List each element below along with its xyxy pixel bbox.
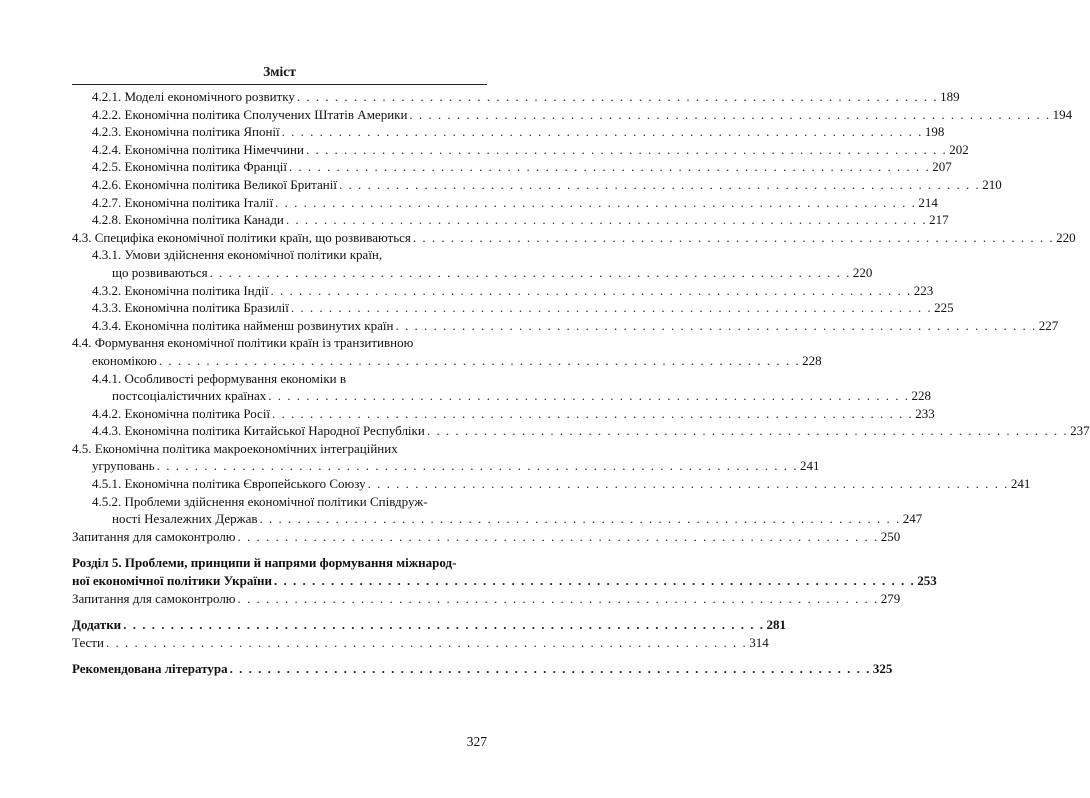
table-of-contents bbox=[72, 88, 1090, 678]
toc-entry-page: 202 bbox=[949, 141, 969, 157]
toc-entry-page: 241 bbox=[1010, 476, 1031, 492]
toc-entry-title: Додатки bbox=[72, 617, 122, 633]
toc-entry-title: 4.2.4. Економічна політика Німеччини bbox=[92, 141, 304, 157]
toc-entry-page: 194 bbox=[1052, 106, 1073, 122]
toc-entry-title: 4.3.3. Економічна політика Бразилії bbox=[92, 300, 289, 316]
toc-entry bbox=[72, 229, 1076, 247]
toc-entry-title: Рекомендована література bbox=[72, 661, 228, 677]
toc-entry-title: 4.2.8. Економічна політика Канади bbox=[92, 212, 284, 228]
toc-entry-page: 207 bbox=[932, 159, 952, 175]
toc-entry-title: що розвиваються bbox=[112, 264, 208, 280]
toc-entry-title: 4.2.6. Економічна політика Великої Британії bbox=[92, 176, 337, 192]
toc-entry bbox=[72, 422, 1090, 440]
toc-entry bbox=[72, 317, 1059, 335]
toc-entry bbox=[72, 176, 1002, 194]
toc-entry bbox=[72, 88, 960, 106]
toc-entry-page: 220 bbox=[1056, 229, 1076, 245]
dot-leader: . . . . . . . . . . . . . . . . . . . . . . . . . . . . . . . . . . . . . . . . . . . . . . . . . . . . . . . . . . . . . . . . . . . . bbox=[275, 194, 917, 210]
toc-entry-page: 223 bbox=[913, 282, 934, 298]
toc-entry-line: 4.5.2. Проблеми здійснення економічної політики Співдруж- bbox=[92, 493, 428, 509]
toc-entry bbox=[72, 387, 931, 405]
toc-entry-line: 4.5. Економічна політика макроекономічних інтеграційних bbox=[72, 440, 398, 456]
toc-entry-page: 241 bbox=[800, 458, 820, 474]
toc-entry bbox=[72, 528, 901, 546]
dot-leader: . . . . . . . . . . . . . . . . . . . . . . . . . . . . . . . . . . . . . . . . . . . . . . . . . . . . . . . . . . . . . . . . . . . . bbox=[296, 89, 939, 104]
toc-entry-page: 314 bbox=[749, 634, 769, 650]
toc-entry-page: 189 bbox=[940, 89, 960, 104]
section-gap bbox=[72, 607, 487, 616]
toc-entry-page: 225 bbox=[934, 300, 954, 316]
toc-entry bbox=[72, 510, 923, 528]
dot-leader: . . . . . . . . . . . . . . . . . . . . . . . . . . . . . . . . . . . . . . . . . . . . . . . . . . . . . . . . . . . . . . . . . . . . bbox=[268, 388, 910, 404]
toc-entry-title: ності Незалежних Держав bbox=[112, 511, 258, 527]
toc-entry bbox=[72, 457, 820, 475]
toc-entry-page: 228 bbox=[911, 388, 931, 404]
toc-entry-title: 4.2.3. Економічна політика Японії bbox=[92, 124, 280, 140]
toc-entry bbox=[72, 352, 822, 370]
toc-entry-title: постсоціалістичних країнах bbox=[112, 388, 267, 404]
toc-entry bbox=[72, 282, 934, 300]
toc-entry-title: 4.2.5. Економічна політика Франції bbox=[92, 159, 287, 175]
toc-entry-page: 227 bbox=[1038, 317, 1059, 333]
page-number: 327 bbox=[466, 734, 487, 749]
dot-leader: . . . . . . . . . . . . . . . . . . . . . . . . . . . . . . . . . . . . . . . . . . . . . . . . . . . . . . . . . . . . . . . . . . . . bbox=[273, 573, 916, 589]
dot-leader: . . . . . . . . . . . . . . . . . . . . . . . . . . . . . . . . . . . . . . . . . . . . . . . . . . . . . . . . . . . . . . . . . . . . bbox=[426, 423, 1069, 439]
dot-leader: . . . . . . . . . . . . . . . . . . . . . . . . . . . . . . . . . . . . . . . . . . . . . . . . . . . . . . . . . . . . . . . . . . . . bbox=[289, 159, 931, 175]
toc-entry-title: Запитання для самоконтролю bbox=[72, 528, 236, 544]
toc-entry-page: 214 bbox=[918, 194, 938, 210]
section-gap bbox=[72, 545, 487, 554]
toc-entry-page: 250 bbox=[880, 528, 901, 544]
toc-entry bbox=[72, 405, 935, 423]
dot-leader: . . . . . . . . . . . . . . . . . . . . . . . . . . . . . . . . . . . . . . . . . . . . . . . . . . . . . . . . . . . . . . . . . . . . bbox=[209, 264, 851, 280]
toc-entry-line: Розділ 5. Проблеми, принципи й напрями формування міжнарод- bbox=[72, 555, 457, 571]
toc-entry bbox=[72, 264, 873, 282]
toc-entry-line: 4.4.1. Особливості реформування економіки в bbox=[92, 370, 346, 386]
toc-entry bbox=[72, 634, 769, 652]
toc-entry-title: 4.3.2. Економічна політика Індії bbox=[92, 282, 269, 298]
dot-leader: . . . . . . . . . . . . . . . . . . . . . . . . . . . . . . . . . . . . . . . . . . . . . . . . . . . . . . . . . . . . . . . . . . . . bbox=[412, 229, 1055, 245]
toc-entry-line: 4.4. Формування економічної політики країн із транзитивною bbox=[72, 335, 414, 351]
dot-leader: . . . . . . . . . . . . . . . . . . . . . . . . . . . . . . . . . . . . . . . . . . . . . . . . . . . . . . . . . . . . . . . . . . . . bbox=[281, 124, 923, 140]
toc-entry-title: 4.2.1. Моделі економічного розвитку bbox=[92, 89, 295, 104]
dot-leader: . . . . . . . . . . . . . . . . . . . . . . . . . . . . . . . . . . . . . . . . . . . . . . . . . . . . . . . . . . . . . . . . . . . . bbox=[367, 476, 1009, 492]
toc-entry bbox=[72, 123, 945, 141]
toc-entry bbox=[72, 572, 937, 590]
toc-entry-title: Запитання для самоконтролю bbox=[72, 590, 236, 606]
toc-entry-title: 4.3.4. Економічна політика найменш розвинутих країн bbox=[92, 317, 394, 333]
toc-entry-title: угруповань bbox=[92, 458, 155, 474]
toc-entry-page: 237 bbox=[1070, 423, 1090, 439]
toc-entry-title: 4.2.2. Економічна політика Сполучених Штатів Америки bbox=[92, 106, 408, 122]
toc-entry-page: 220 bbox=[852, 264, 873, 280]
dot-leader: . . . . . . . . . . . . . . . . . . . . . . . . . . . . . . . . . . . . . . . . . . . . . . . . . . . . . . . . . . . . . . . . . . . . bbox=[290, 300, 933, 316]
dot-leader: . . . . . . . . . . . . . . . . . . . . . . . . . . . . . . . . . . . . . . . . . . . . . . . . . . . . . . . . . . . . . . . . . . . . bbox=[105, 634, 748, 650]
dot-leader: . . . . . . . . . . . . . . . . . . . . . . . . . . . . . . . . . . . . . . . . . . . . . . . . . . . . . . . . . . . . . . . . . . . . bbox=[259, 511, 901, 527]
toc-entry bbox=[72, 590, 901, 608]
dot-leader: . . . . . . . . . . . . . . . . . . . . . . . . . . . . . . . . . . . . . . . . . . . . . . . . . . . . . . . . . . . . . . . . . . . . bbox=[338, 176, 981, 192]
dot-leader: . . . . . . . . . . . . . . . . . . . . . . . . . . . . . . . . . . . . . . . . . . . . . . . . . . . . . . . . . . . . . . . . . . . . bbox=[305, 141, 948, 157]
dot-leader: . . . . . . . . . . . . . . . . . . . . . . . . . . . . . . . . . . . . . . . . . . . . . . . . . . . . . . . . . . . . . . . . . . . . bbox=[272, 405, 914, 421]
toc-entry-page: 217 bbox=[929, 212, 949, 228]
dot-leader: . . . . . . . . . . . . . . . . . . . . . . . . . . . . . . . . . . . . . . . . . . . . . . . . . . . . . . . . . . . . . . . . . . . . bbox=[270, 282, 912, 298]
dot-leader: . . . . . . . . . . . . . . . . . . . . . . . . . . . . . . . . . . . . . . . . . . . . . . . . . . . . . . . . . . . . . . . . . . . . bbox=[395, 317, 1037, 333]
page-header-title: Зміст bbox=[263, 64, 296, 79]
toc-entry-title: ної економічної політики України bbox=[72, 573, 272, 589]
toc-entry-line: 4.3.1. Умови здійснення економічної політики країн, bbox=[92, 247, 383, 263]
toc-entry-title: 4.3. Специфіка економічної політики країн, що розвиваються bbox=[72, 229, 411, 245]
toc-entry-title: 4.4.3. Економічна політика Китайської Народної Республіки bbox=[92, 423, 425, 439]
dot-leader: . . . . . . . . . . . . . . . . . . . . . . . . . . . . . . . . . . . . . . . . . . . . . . . . . . . . . . . . . . . . . . . . . . . . bbox=[123, 617, 765, 633]
toc-entry-page: 198 bbox=[924, 124, 945, 140]
dot-leader: . . . . . . . . . . . . . . . . . . . . . . . . . . . . . . . . . . . . . . . . . . . . . . . . . . . . . . . . . . . . . . . . . . . . bbox=[285, 212, 928, 228]
section-gap bbox=[72, 651, 487, 660]
dot-leader: . . . . . . . . . . . . . . . . . . . . . . . . . . . . . . . . . . . . . . . . . . . . . . . . . . . . . . . . . . . . . . . . . . . . bbox=[409, 106, 1051, 122]
toc-entry-page: 253 bbox=[917, 573, 937, 589]
toc-entry bbox=[72, 299, 954, 317]
toc-entry bbox=[72, 616, 786, 634]
toc-entry-title: економікою bbox=[92, 352, 157, 368]
dot-leader: . . . . . . . . . . . . . . . . . . . . . . . . . . . . . . . . . . . . . . . . . . . . . . . . . . . . . . . . . . . . . . . . . . . . bbox=[237, 590, 879, 606]
toc-entry-page: 247 bbox=[902, 511, 923, 527]
toc-entry-title: Тести bbox=[72, 634, 104, 650]
toc-entry bbox=[72, 660, 893, 678]
toc-entry bbox=[72, 141, 969, 159]
toc-entry-title: 4.4.2. Економічна політика Росії bbox=[92, 405, 271, 421]
dot-leader: . . . . . . . . . . . . . . . . . . . . . . . . . . . . . . . . . . . . . . . . . . . . . . . . . . . . . . . . . . . . . . . . . . . . bbox=[156, 458, 798, 474]
toc-entry-title: 4.2.7. Економічна політика Італії bbox=[92, 194, 274, 210]
toc-entry bbox=[72, 475, 1031, 493]
dot-leader: . . . . . . . . . . . . . . . . . . . . . . . . . . . . . . . . . . . . . . . . . . . . . . . . . . . . . . . . . . . . . . . . . . . . bbox=[229, 661, 871, 677]
toc-entry-page: 279 bbox=[880, 590, 901, 606]
dot-leader: . . . . . . . . . . . . . . . . . . . . . . . . . . . . . . . . . . . . . . . . . . . . . . . . . . . . . . . . . . . . . . . . . . . . bbox=[158, 352, 801, 368]
toc-entry-page: 228 bbox=[802, 352, 822, 368]
toc-entry-page: 233 bbox=[915, 405, 935, 421]
header-rule bbox=[72, 84, 487, 85]
toc-entry bbox=[72, 211, 949, 229]
toc-entry-page: 281 bbox=[766, 617, 786, 633]
toc-entry-page: 210 bbox=[982, 176, 1002, 192]
toc-entry-title: 4.5.1. Економічна політика Європейського Союзу bbox=[92, 476, 366, 492]
toc-entry bbox=[72, 106, 1073, 124]
toc-entry-page: 325 bbox=[872, 661, 893, 677]
toc-entry bbox=[72, 158, 952, 176]
toc-entry bbox=[72, 194, 938, 212]
dot-leader: . . . . . . . . . . . . . . . . . . . . . . . . . . . . . . . . . . . . . . . . . . . . . . . . . . . . . . . . . . . . . . . . . . . . bbox=[237, 528, 879, 544]
